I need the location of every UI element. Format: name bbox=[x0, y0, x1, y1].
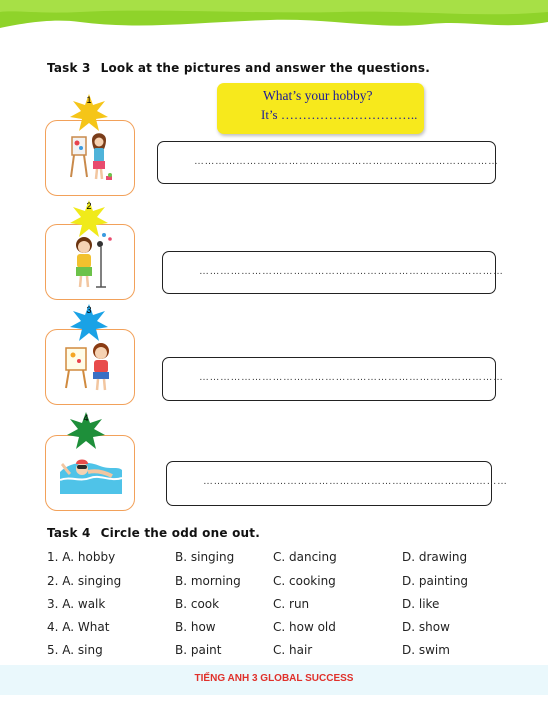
bubble-question: What’s your hobby? bbox=[263, 88, 373, 103]
answer-box-4[interactable] bbox=[166, 461, 508, 506]
task3-number: Task 3 bbox=[47, 61, 91, 75]
footer-text: TIẾNG ANH 3 GLOBAL SUCCESS bbox=[194, 673, 354, 684]
option-c[interactable]: C. hair bbox=[273, 643, 313, 657]
answer-box-2[interactable] bbox=[162, 251, 504, 294]
option-b[interactable]: B. morning bbox=[175, 574, 241, 588]
bubble-answer: It’s ………………………….. bbox=[261, 107, 418, 122]
answer-dots-1: …………………………………………………………………………… bbox=[194, 156, 499, 167]
star-number-3: 3 bbox=[86, 305, 92, 315]
speech-bubble bbox=[217, 83, 424, 134]
option-a[interactable]: 5. A. sing bbox=[47, 643, 103, 657]
option-d[interactable]: D. show bbox=[402, 620, 450, 634]
star-number-4: 4 bbox=[83, 413, 89, 423]
option-d[interactable]: D. drawing bbox=[402, 550, 468, 564]
option-a[interactable]: 3. A. walk bbox=[47, 597, 106, 611]
option-b[interactable]: B. paint bbox=[175, 643, 222, 657]
option-a[interactable]: 4. A. What bbox=[47, 620, 110, 634]
option-b[interactable]: B. how bbox=[175, 620, 216, 634]
answer-dots-4: …………………………………………………………………………… bbox=[203, 476, 508, 487]
option-d[interactable]: D. swim bbox=[402, 643, 450, 657]
option-a[interactable]: 1. A. hobby bbox=[47, 550, 116, 564]
option-d[interactable]: D. painting bbox=[402, 574, 469, 588]
task3-instruction: Look at the pictures and answer the questions. bbox=[100, 61, 431, 75]
task4-instruction: Circle the odd one out. bbox=[100, 526, 260, 540]
answer-dots-3: …………………………………………………………………………… bbox=[199, 372, 504, 383]
option-c[interactable]: C. how old bbox=[273, 620, 336, 634]
footer-band bbox=[0, 665, 548, 695]
task3-title bbox=[47, 61, 430, 75]
star-number-1: 1 bbox=[86, 95, 92, 105]
header-wave-decoration bbox=[0, 0, 548, 40]
option-c[interactable]: C. run bbox=[273, 597, 310, 611]
star-number-2: 2 bbox=[86, 201, 92, 211]
task4-title bbox=[47, 526, 260, 540]
task4-number: Task 4 bbox=[47, 526, 91, 540]
option-a[interactable]: 2. A. singing bbox=[47, 574, 122, 588]
option-b[interactable]: B. singing bbox=[175, 550, 235, 564]
answer-dots-2: …………………………………………………………………………… bbox=[199, 266, 504, 277]
option-d[interactable]: D. like bbox=[402, 597, 440, 611]
answer-box-3[interactable] bbox=[162, 357, 504, 401]
option-c[interactable]: C. cooking bbox=[273, 574, 336, 588]
option-b[interactable]: B. cook bbox=[175, 597, 220, 611]
option-c[interactable]: C. dancing bbox=[273, 550, 337, 564]
answer-box-1[interactable] bbox=[157, 141, 499, 184]
